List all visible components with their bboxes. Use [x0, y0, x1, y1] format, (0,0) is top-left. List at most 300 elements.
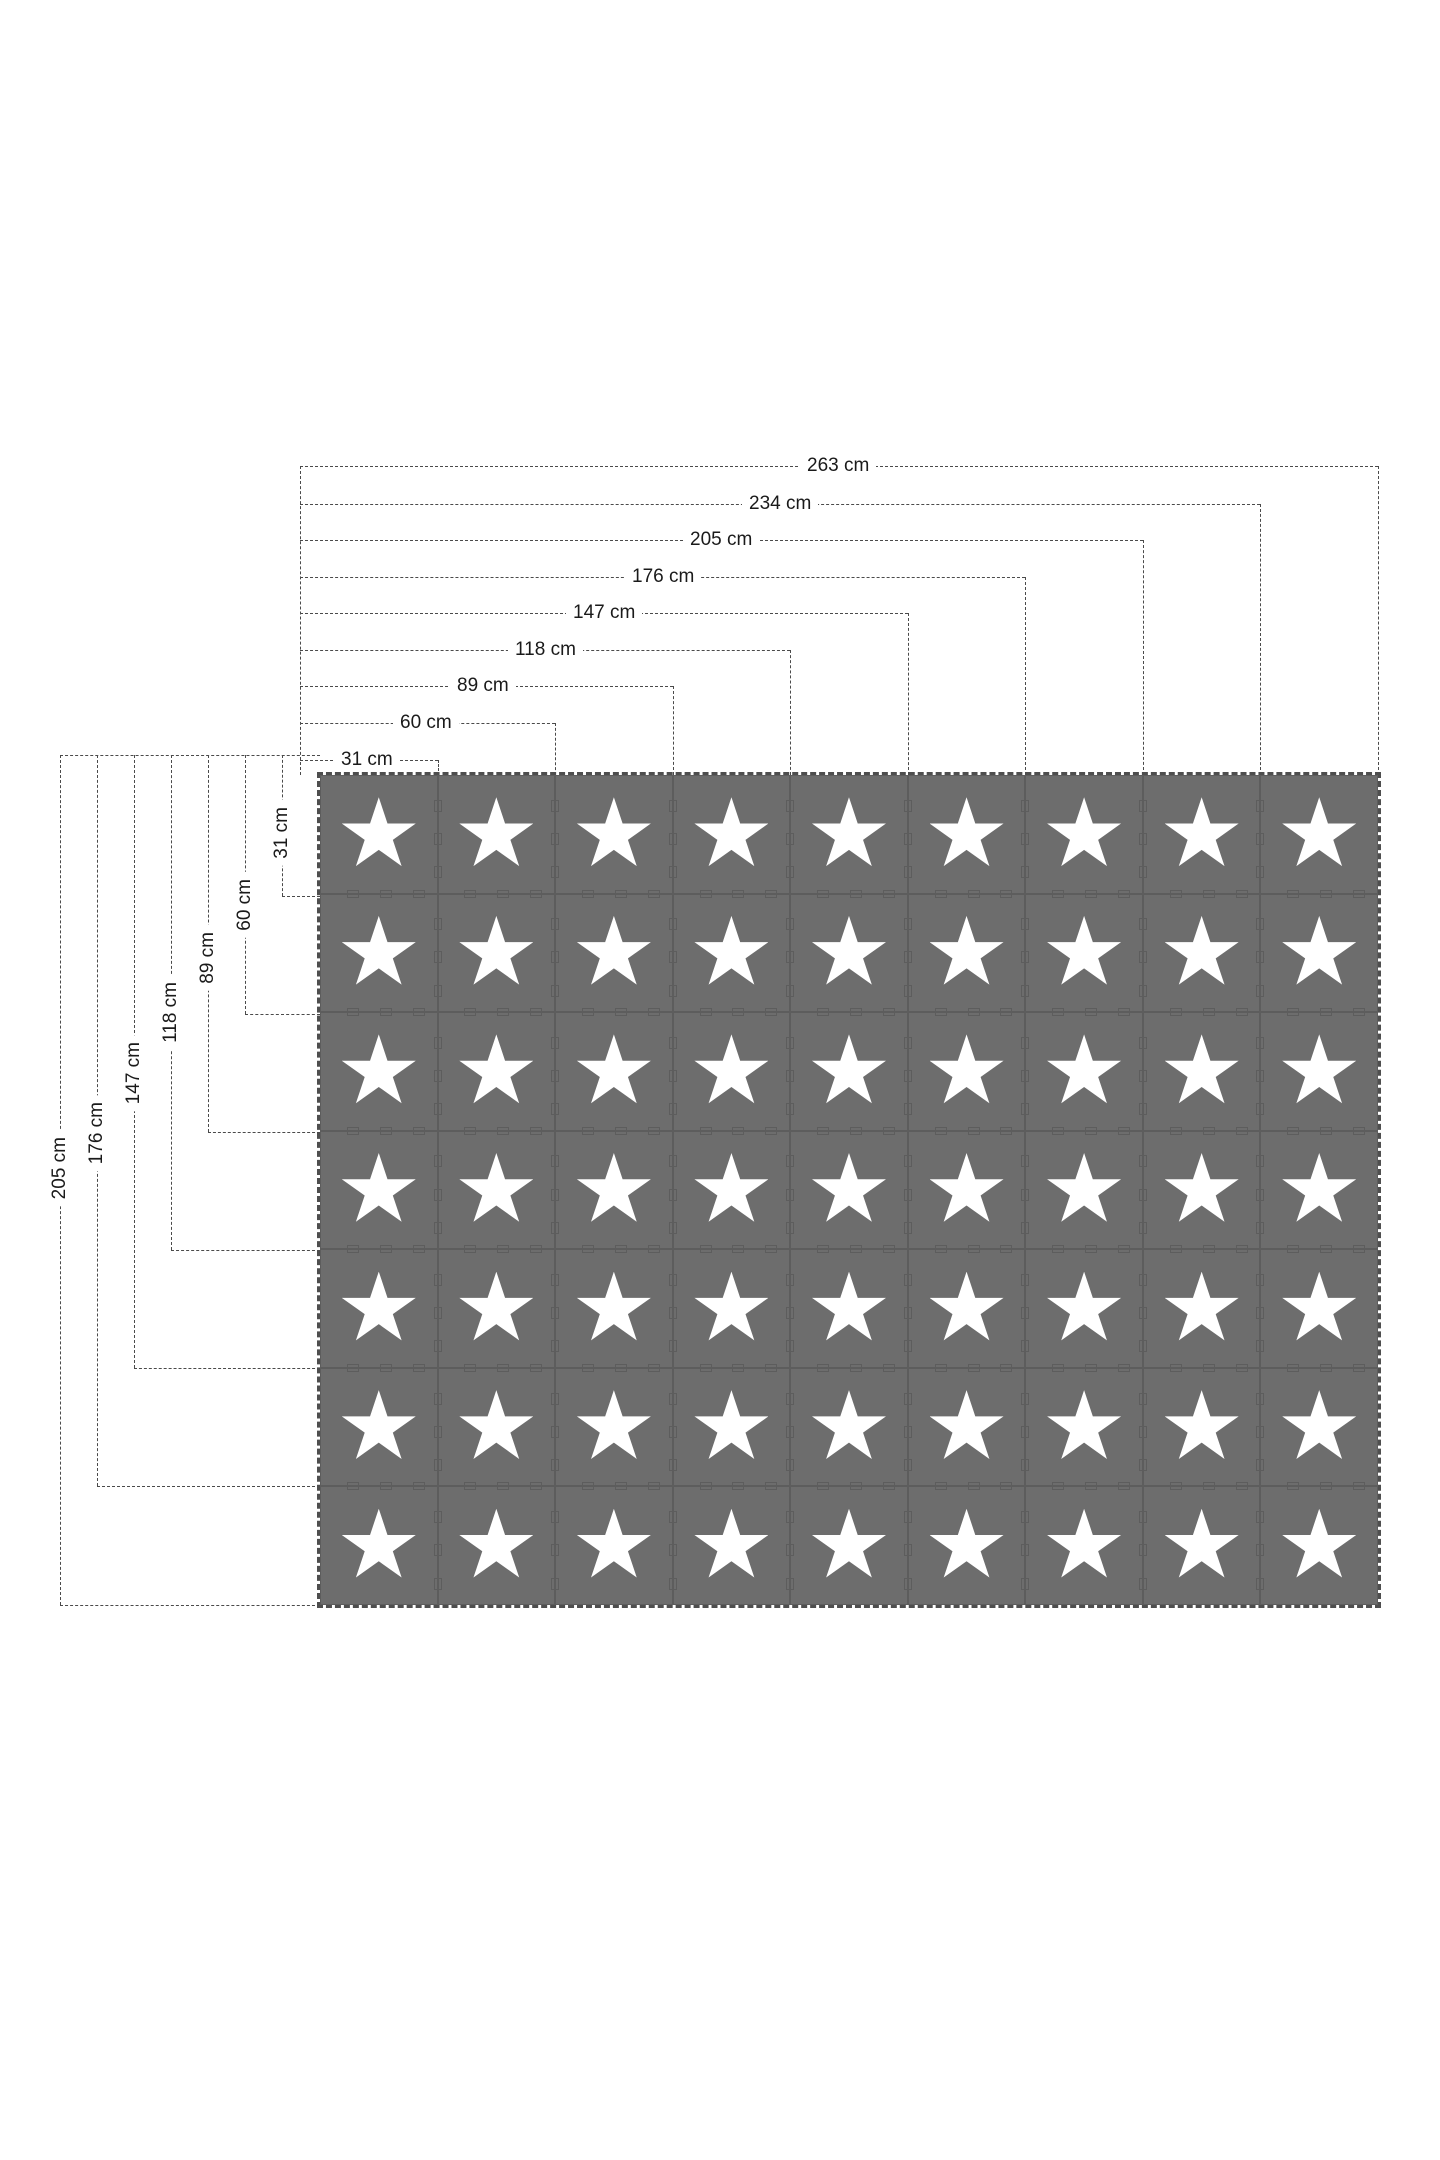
mat-tile	[1143, 1486, 1261, 1605]
tile-nub	[1170, 1131, 1182, 1135]
mat-tile	[1260, 1012, 1378, 1131]
mat-tile	[320, 1131, 438, 1250]
star-icon	[1047, 1034, 1121, 1108]
mat-tile	[1260, 1368, 1378, 1487]
tile-nub	[1025, 985, 1029, 997]
tile-nub	[673, 1155, 677, 1167]
mat-tile	[1260, 1131, 1378, 1250]
tile-nub	[1025, 1222, 1029, 1234]
dim-tick-h-263	[1378, 466, 1379, 775]
tile-nub	[1025, 1544, 1029, 1556]
dim-label-v-118: 118 cm	[161, 975, 181, 1050]
tile-nub	[497, 894, 509, 898]
tile-nub	[673, 1037, 677, 1049]
tile-nub	[765, 894, 777, 898]
star-icon	[1165, 1272, 1239, 1346]
tile-nub	[1260, 1511, 1264, 1523]
mat-tile	[320, 1249, 438, 1368]
mat-tile	[1260, 1486, 1378, 1605]
tile-nub	[1085, 1131, 1097, 1135]
tile-nub	[1203, 894, 1215, 898]
tile-nub	[908, 985, 912, 997]
tile-nub	[438, 1307, 442, 1319]
tile-nub	[883, 894, 895, 898]
tile-nub	[380, 1012, 392, 1016]
tile-nub	[1287, 1131, 1299, 1135]
tile-nub	[1025, 1189, 1029, 1201]
mat-tile	[673, 1012, 791, 1131]
mat-tile	[555, 1012, 673, 1131]
tile-nub	[817, 1131, 829, 1135]
tile-nub	[1236, 1486, 1248, 1490]
mat-tile	[1143, 894, 1261, 1013]
mat-tile	[1025, 1012, 1143, 1131]
tile-nub	[790, 1070, 794, 1082]
tile-nub	[883, 1012, 895, 1016]
tile-nub	[1260, 1307, 1264, 1319]
mat-tile	[1143, 1131, 1261, 1250]
tile-nub	[1143, 1189, 1147, 1201]
mat-tile	[673, 1368, 791, 1487]
tile-nub	[935, 894, 947, 898]
tile-nub	[438, 1103, 442, 1115]
tile-nub	[790, 1578, 794, 1590]
tile-nub	[790, 1511, 794, 1523]
tile-nub	[1353, 1249, 1365, 1253]
star-icon	[577, 1153, 651, 1227]
tile-nub	[438, 1189, 442, 1201]
tile-nub	[438, 1511, 442, 1523]
mat-tile	[555, 775, 673, 894]
tile-nub	[908, 1070, 912, 1082]
tile-nub	[1260, 1037, 1264, 1049]
tile-nub	[497, 1368, 509, 1372]
tile-nub	[1236, 894, 1248, 898]
tile-nub	[908, 1274, 912, 1286]
mat-tile	[790, 1131, 908, 1250]
dim-label-h-31: 31 cm	[334, 750, 400, 770]
tile-nub	[968, 1012, 980, 1016]
star-icon	[342, 1034, 416, 1108]
tile-nub	[497, 1012, 509, 1016]
tile-nub	[1118, 1249, 1130, 1253]
star-icon	[694, 1390, 768, 1464]
star-icon	[342, 1272, 416, 1346]
tile-nub	[1287, 1249, 1299, 1253]
tile-nub	[700, 1249, 712, 1253]
dim-label-h-176: 176 cm	[625, 567, 701, 587]
star-icon	[459, 797, 533, 871]
tile-nub	[673, 1222, 677, 1234]
mat-tile	[438, 1012, 556, 1131]
dim-label-v-205: 205 cm	[50, 1130, 70, 1206]
tile-nub	[1170, 1012, 1182, 1016]
tile-nub	[673, 833, 677, 845]
tile-nub	[648, 1368, 660, 1372]
tile-nub	[1143, 951, 1147, 963]
tile-nub	[615, 894, 627, 898]
star-icon	[1282, 1034, 1356, 1108]
dim-label-h-263: 263 cm	[800, 456, 876, 476]
tile-nub	[732, 1131, 744, 1135]
tile-nub	[1236, 1012, 1248, 1016]
tile-nub	[555, 918, 559, 930]
tile-nub	[413, 894, 425, 898]
tile-nub	[1170, 1486, 1182, 1490]
tile-nub	[1085, 1368, 1097, 1372]
star-icon	[342, 916, 416, 990]
dim-leader-top	[60, 755, 320, 756]
tile-nub	[347, 1368, 359, 1372]
tile-nub	[790, 1274, 794, 1286]
tile-nub	[673, 800, 677, 812]
tile-nub	[673, 1426, 677, 1438]
dim-label-h-234: 234 cm	[742, 494, 818, 514]
mat-tile	[1025, 1131, 1143, 1250]
star-icon	[1282, 1390, 1356, 1464]
star-icon	[342, 1153, 416, 1227]
dim-tick-v-118	[171, 1250, 320, 1251]
mat-tile	[908, 1486, 1026, 1605]
tile-nub	[1260, 1189, 1264, 1201]
tile-nub	[1170, 1368, 1182, 1372]
tile-nub	[908, 1155, 912, 1167]
tile-nub	[790, 866, 794, 878]
tile-nub	[1203, 1368, 1215, 1372]
tile-nub	[1118, 1368, 1130, 1372]
dim-tick-v-60	[245, 1014, 320, 1015]
star-icon	[1047, 797, 1121, 871]
tile-nub	[850, 1249, 862, 1253]
dim-tick-h-89	[673, 686, 674, 775]
star-icon	[1047, 1390, 1121, 1464]
tile-nub	[1085, 894, 1097, 898]
star-icon	[930, 916, 1004, 990]
tile-nub	[1260, 951, 1264, 963]
mat-tile	[320, 775, 438, 894]
star-icon	[1165, 1390, 1239, 1464]
dim-label-h-147: 147 cm	[566, 603, 642, 623]
tile-nub	[883, 1486, 895, 1490]
star-icon	[1165, 797, 1239, 871]
tile-nub	[765, 1486, 777, 1490]
tile-nub	[555, 1393, 559, 1405]
tile-nub	[1170, 1249, 1182, 1253]
tile-nub	[1260, 1222, 1264, 1234]
tile-nub	[380, 1249, 392, 1253]
star-icon	[459, 1509, 533, 1583]
star-icon	[459, 1034, 533, 1108]
tile-nub	[582, 1249, 594, 1253]
tile-nub	[1353, 1012, 1365, 1016]
dim-label-v-147: 147 cm	[124, 1035, 144, 1111]
tile-nub	[1143, 1103, 1147, 1115]
star-icon	[1165, 1034, 1239, 1108]
tile-nub	[968, 1486, 980, 1490]
star-icon	[694, 916, 768, 990]
tile-nub	[1260, 1393, 1264, 1405]
tile-nub	[673, 1274, 677, 1286]
mat-tile	[908, 1012, 1026, 1131]
tile-nub	[908, 1103, 912, 1115]
tile-nub	[1143, 1037, 1147, 1049]
star-icon	[1165, 1153, 1239, 1227]
dim-label-h-89: 89 cm	[450, 676, 516, 696]
star-icon	[459, 1390, 533, 1464]
tile-nub	[1000, 894, 1012, 898]
dim-label-h-60: 60 cm	[393, 713, 459, 733]
tile-nub	[1025, 1511, 1029, 1523]
tile-nub	[1025, 1459, 1029, 1471]
tile-nub	[935, 1012, 947, 1016]
tile-nub	[555, 1070, 559, 1082]
tile-nub	[1287, 894, 1299, 898]
tile-nub	[347, 894, 359, 898]
tile-nub	[380, 894, 392, 898]
tile-nub	[1025, 1070, 1029, 1082]
tile-nub	[615, 1368, 627, 1372]
tile-nub	[347, 1131, 359, 1135]
tile-nub	[555, 1511, 559, 1523]
tile-nub	[1052, 1486, 1064, 1490]
tile-nub	[908, 1189, 912, 1201]
mat-tile	[790, 775, 908, 894]
tile-nub	[1320, 1012, 1332, 1016]
tile-nub	[673, 1393, 677, 1405]
tile-nub	[1260, 1544, 1264, 1556]
tile-nub	[732, 894, 744, 898]
tile-nub	[438, 1393, 442, 1405]
tile-nub	[1260, 800, 1264, 812]
tile-nub	[1260, 985, 1264, 997]
tile-nub	[555, 1222, 559, 1234]
tile-nub	[555, 1307, 559, 1319]
tile-nub	[1143, 1578, 1147, 1590]
tile-nub	[1353, 894, 1365, 898]
tile-nub	[530, 1486, 542, 1490]
mat-tile	[555, 1368, 673, 1487]
mat-tile	[438, 775, 556, 894]
star-icon	[1282, 1272, 1356, 1346]
tile-nub	[555, 800, 559, 812]
dim-label-h-118: 118 cm	[508, 640, 583, 660]
star-icon	[930, 1509, 1004, 1583]
tile-nub	[555, 951, 559, 963]
star-icon	[812, 1509, 886, 1583]
tile-nub	[1353, 1486, 1365, 1490]
tile-nub	[555, 833, 559, 845]
star-icon	[1282, 1153, 1356, 1227]
star-icon	[577, 1390, 651, 1464]
tile-nub	[1260, 1340, 1264, 1352]
tile-nub	[1025, 1578, 1029, 1590]
tile-nub	[438, 1544, 442, 1556]
tile-nub	[1236, 1131, 1248, 1135]
tile-nub	[935, 1368, 947, 1372]
tile-nub	[1052, 1012, 1064, 1016]
star-icon	[812, 1272, 886, 1346]
tile-nub	[555, 985, 559, 997]
mat-tile	[790, 894, 908, 1013]
tile-nub	[908, 1037, 912, 1049]
dim-label-v-31: 31 cm	[272, 800, 292, 866]
mat-tile	[1025, 1486, 1143, 1605]
mat-tile	[320, 1012, 438, 1131]
tile-nub	[908, 918, 912, 930]
star-icon	[577, 1034, 651, 1108]
tile-nub	[555, 1155, 559, 1167]
tile-nub	[1260, 833, 1264, 845]
tile-nub	[673, 1070, 677, 1082]
tile-nub	[790, 1426, 794, 1438]
tile-nub	[673, 951, 677, 963]
tile-nub	[1143, 1393, 1147, 1405]
star-icon	[1047, 916, 1121, 990]
tile-nub	[968, 1131, 980, 1135]
mat-tile	[1025, 1249, 1143, 1368]
tile-nub	[908, 1459, 912, 1471]
mat-tile	[673, 775, 791, 894]
tile-nub	[648, 894, 660, 898]
dim-tick-v-205	[60, 1605, 320, 1606]
star-icon	[812, 1390, 886, 1464]
tile-nub	[883, 1131, 895, 1135]
tile-nub	[464, 1486, 476, 1490]
star-icon	[577, 1509, 651, 1583]
star-icon	[459, 916, 533, 990]
tile-nub	[1085, 1249, 1097, 1253]
mat-tile	[1143, 1012, 1261, 1131]
mat-tile	[1025, 1368, 1143, 1487]
star-icon	[812, 1034, 886, 1108]
mat-tile	[908, 894, 1026, 1013]
star-icon	[577, 797, 651, 871]
tile-nub	[790, 1189, 794, 1201]
tile-nub	[1052, 894, 1064, 898]
tile-nub	[1052, 1131, 1064, 1135]
tile-nub	[582, 1131, 594, 1135]
tile-nub	[1143, 800, 1147, 812]
tile-nub	[1143, 1544, 1147, 1556]
star-icon	[459, 1272, 533, 1346]
tile-nub	[1143, 1070, 1147, 1082]
tile-nub	[1320, 1368, 1332, 1372]
tile-nub	[673, 1459, 677, 1471]
tile-nub	[1260, 1274, 1264, 1286]
mat-tile	[438, 1486, 556, 1605]
tile-nub	[555, 1103, 559, 1115]
tile-nub	[555, 1426, 559, 1438]
tile-nub	[1118, 894, 1130, 898]
tile-nub	[908, 1426, 912, 1438]
tile-nub	[615, 1249, 627, 1253]
mat-tile	[320, 894, 438, 1013]
tile-nub	[413, 1368, 425, 1372]
tile-nub	[1143, 1155, 1147, 1167]
star-icon	[694, 797, 768, 871]
tile-nub	[1143, 985, 1147, 997]
tile-nub	[1118, 1486, 1130, 1490]
mat-tile	[790, 1368, 908, 1487]
tile-nub	[883, 1368, 895, 1372]
dim-tick-h-234	[1260, 504, 1261, 775]
tile-nub	[1236, 1249, 1248, 1253]
tile-nub	[1000, 1368, 1012, 1372]
tile-nub	[530, 1131, 542, 1135]
tile-nub	[615, 1131, 627, 1135]
tile-nub	[413, 1012, 425, 1016]
tile-nub	[673, 866, 677, 878]
tile-nub	[413, 1486, 425, 1490]
dim-tick-v-147	[134, 1368, 320, 1369]
tile-nub	[1260, 918, 1264, 930]
tile-nub	[1025, 1274, 1029, 1286]
star-icon	[1165, 1509, 1239, 1583]
tile-nub	[732, 1249, 744, 1253]
mat-tile	[1143, 1249, 1261, 1368]
tile-nub	[850, 1368, 862, 1372]
mat-tile	[673, 894, 791, 1013]
tile-nub	[555, 1459, 559, 1471]
tile-nub	[1000, 1486, 1012, 1490]
tile-nub	[673, 918, 677, 930]
play-mat-grid	[320, 775, 1378, 1605]
tile-nub	[615, 1486, 627, 1490]
tile-nub	[1203, 1249, 1215, 1253]
tile-nub	[790, 1544, 794, 1556]
tile-nub	[817, 894, 829, 898]
tile-nub	[1203, 1012, 1215, 1016]
tile-nub	[1320, 1131, 1332, 1135]
tile-nub	[790, 918, 794, 930]
mat-tile	[673, 1131, 791, 1250]
tile-nub	[648, 1012, 660, 1016]
mat-tile	[1025, 775, 1143, 894]
tile-nub	[497, 1486, 509, 1490]
mat-tile	[555, 1131, 673, 1250]
tile-nub	[413, 1249, 425, 1253]
tile-nub	[673, 985, 677, 997]
tile-nub	[464, 1249, 476, 1253]
tile-nub	[555, 1544, 559, 1556]
tile-nub	[908, 1307, 912, 1319]
tile-nub	[582, 1486, 594, 1490]
tile-nub	[1143, 1307, 1147, 1319]
star-icon	[1282, 797, 1356, 871]
dim-tick-h-147	[908, 613, 909, 775]
tile-nub	[700, 1486, 712, 1490]
tile-nub	[1260, 866, 1264, 878]
tile-nub	[1025, 1393, 1029, 1405]
tile-nub	[438, 1155, 442, 1167]
tile-nub	[935, 1486, 947, 1490]
star-icon	[930, 1390, 1004, 1464]
tile-nub	[1320, 1249, 1332, 1253]
mat-tile	[790, 1249, 908, 1368]
tile-nub	[438, 1578, 442, 1590]
tile-nub	[765, 1012, 777, 1016]
star-icon	[812, 916, 886, 990]
tile-nub	[908, 1393, 912, 1405]
tile-nub	[732, 1012, 744, 1016]
star-icon	[342, 1390, 416, 1464]
tile-nub	[438, 1426, 442, 1438]
tile-nub	[582, 894, 594, 898]
tile-nub	[648, 1486, 660, 1490]
tile-nub	[673, 1578, 677, 1590]
tile-nub	[1085, 1486, 1097, 1490]
tile-nub	[347, 1486, 359, 1490]
